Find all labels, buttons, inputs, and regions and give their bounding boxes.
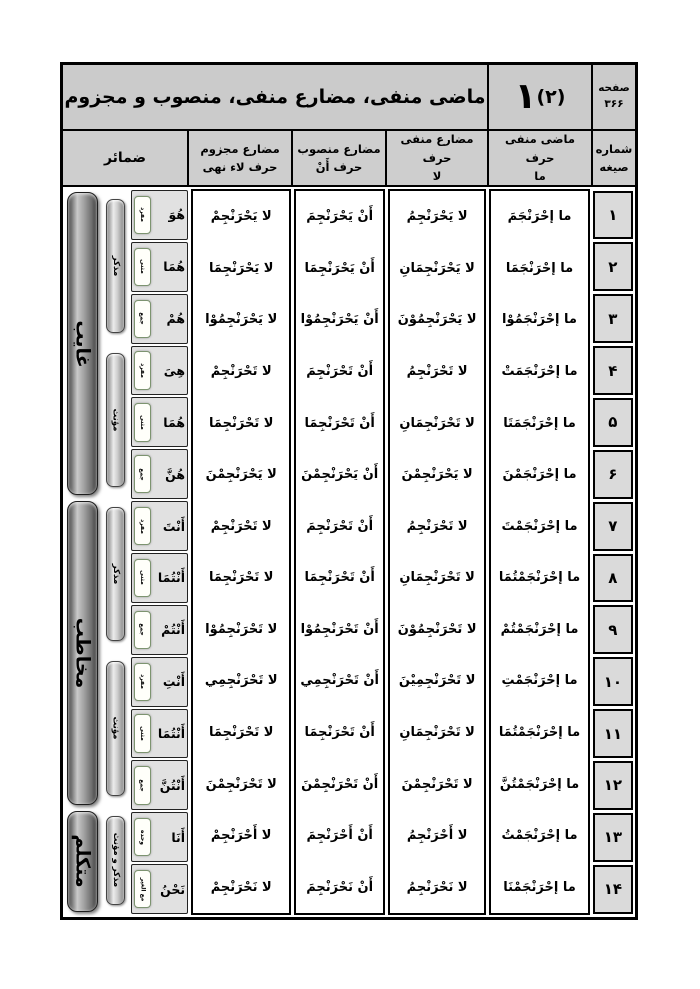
muzari-majzum-cell: لا تَحْرَنْجِمِي [204, 673, 278, 689]
page-label: صفحه [598, 82, 630, 95]
pronoun-cell [131, 294, 188, 344]
muzari-majzum-cell: لا تَحْرَنْجِمْ [210, 518, 272, 534]
mazi-manfi-cell: ما إحْرَنْجَمْتُ [501, 828, 578, 844]
conjugation-table [60, 62, 638, 920]
muzari-mansub-cell: أَنْ تَحْرَنْجِمْنَ [301, 776, 379, 792]
muzari-majzum-cell: لا تَحْرَنْجِمُوْا [205, 621, 278, 637]
mazi-manfi-cell: ما إحْرَنْجَمْتُمَا [498, 570, 581, 586]
muzari-majzum-cell: لا يَحْرَنْجِمْ [210, 209, 272, 225]
sigheh-number-cell: ۱۲ [593, 761, 633, 810]
number-chip-label: مثنی [139, 415, 146, 430]
number-chip [134, 663, 151, 701]
number-chip-label: مثنی [139, 570, 146, 586]
person-bar-mokhatab: مخاطب [67, 501, 98, 804]
muzari-majzum-cell: لا تَحْرَنْجِمْ [210, 364, 272, 380]
muzari-manfi-cell: لا نَحْرَنْجِمُ [406, 879, 468, 895]
muzari-majzum-cell: لا تَحْرَنْجِمْنَ [205, 776, 277, 792]
gender-bars-strip [103, 189, 128, 915]
muzari-majzum-cell: لا أَحْرَنْجِمْ [210, 828, 272, 844]
mazi-manfi-cell: ما إحْرَنْجَمْتَ [501, 518, 578, 534]
muzari-mansub-cell: أَنْ تَحْرَنْجِمَا [304, 415, 375, 431]
muzari-manfi-cell: لا تَحْرَنْجِمُ [406, 518, 468, 534]
pronoun-text: هِیَ [163, 363, 186, 378]
pronoun-text: أَنْتِ [162, 674, 186, 690]
title-band [63, 65, 635, 131]
muzari-mansub-cell: أَنْ يَحْرَنْجِمَا [304, 260, 375, 276]
number-chip-label: جمع [139, 467, 147, 481]
muzari-manfi-cell: لا يَحْرَنْجِمَانِ [399, 260, 475, 276]
muzari-mansub-cell: أَنْ يَحْرَنْجِمَ [306, 209, 374, 225]
gender-bar-mozakkar-mokhatab: مذکر [106, 507, 125, 641]
header-sigheh-number: شماره صیغه [591, 131, 635, 185]
muzari-manfi-cell: لا تَحْرَنْجِمُوْنَ [397, 621, 477, 637]
number-chip [134, 403, 151, 441]
muzari-majzum-column [191, 189, 291, 915]
table-title: ماضی منفی، مضارع منفی، منصوب و مجزوم [64, 86, 486, 108]
muzari-mansub-cell: أَنْ تَحْرَنْجِمُوْا [300, 621, 379, 637]
sigheh-number-cell: ۷ [593, 502, 633, 551]
muzari-mansub-cell: أَنْ تَحْرَنْجِمِي [300, 673, 379, 689]
header-zamair: ضمائر [103, 149, 147, 166]
pronoun-text: هُمْ [166, 311, 186, 327]
sigheh-number-cell: ۸ [593, 554, 633, 603]
page-number: ۳۶۶ [604, 98, 624, 110]
number-chip-label: جمع [139, 312, 147, 325]
pronoun-cell [131, 553, 188, 603]
muzari-manfi-column [388, 189, 486, 915]
muzari-mansub-cell: أَنْ تَحْرَنْجِمَ [306, 364, 374, 380]
pronoun-cell [131, 760, 188, 810]
muzari-majzum-cell: لا يَحْرَنْجِمَا [209, 260, 274, 276]
muzari-manfi-cell: لا أَحْرَنْجِمُ [406, 828, 468, 844]
number-chip-label: مثنی [139, 726, 146, 741]
pronoun-column [131, 189, 188, 915]
muzari-mansub-cell: أَنْ تَحْرَنْجِمَا [304, 725, 375, 741]
table-body [63, 187, 635, 917]
muzari-mansub-cell: أَنْ نَحْرَنْجِمَ [306, 879, 374, 895]
muzari-majzum-cell: لا تَحْرَنْجِمَا [209, 570, 274, 586]
pronoun-cell [131, 864, 188, 914]
pronoun-cell [131, 397, 188, 447]
lesson-number-small: (۲) [536, 85, 566, 108]
pronoun-text: أَنْتُمْ [161, 622, 186, 638]
pronoun-text: أَنْتُمَا [157, 726, 186, 742]
muzari-manfi-cell: لا يَحْرَنْجِمْنَ [401, 467, 473, 483]
header-muzari-manfi: مضارع منفی حرف لا [385, 131, 487, 185]
sigheh-number-cell: ۳ [593, 294, 633, 343]
sigheh-number-cell: ۱ [593, 191, 633, 240]
number-chip [134, 818, 151, 856]
pronoun-cell [131, 346, 188, 396]
muzari-majzum-cell: لا تَحْرَنْجِمَا [209, 725, 274, 741]
pronoun-cell [131, 812, 188, 862]
muzari-manfi-cell: لا يَحْرَنْجِمُ [406, 209, 468, 225]
mazi-manfi-cell: ما إحْرَنْجَمْتُمْ [500, 621, 579, 637]
number-chip-label: مفرد [139, 207, 147, 223]
number-chip [134, 714, 151, 752]
number-chip [134, 455, 151, 493]
number-chip-label: وحده [139, 829, 146, 845]
number-chip [134, 300, 151, 338]
muzari-mansub-cell: أَنْ تَحْرَنْجِمَ [306, 518, 374, 534]
gender-bar-mozakkar-ghaib: مذکر [106, 199, 125, 333]
pronoun-cell [131, 449, 188, 499]
number-chip-label: جمع [139, 623, 147, 637]
muzari-manfi-cell: لا تَحْرَنْجِمَانِ [399, 415, 475, 431]
muzari-mansub-column [294, 189, 385, 915]
muzari-mansub-cell: أَنْ أَحْرَنْجِمَ [306, 828, 373, 844]
gender-bar-motakallem: مذکر و مؤنث [106, 816, 125, 905]
muzari-manfi-cell: لا تَحْرَنْجِمَانِ [399, 570, 475, 586]
pronoun-cell [131, 501, 188, 551]
gender-bar-moannas-ghaib: مؤنث [106, 353, 125, 487]
muzari-manfi-cell: لا تَحْرَنْجِمَانِ [399, 725, 475, 741]
muzari-manfi-cell: لا تَحْرَنْجِمْنَ [401, 776, 473, 792]
muzari-majzum-cell: لا نَحْرَنْجِمْ [210, 879, 272, 895]
mazi-manfi-cell: ما إحْرَنْجَمَتْ [501, 364, 578, 380]
sigheh-number-cell: ۱۰ [593, 657, 633, 706]
number-chip [134, 766, 151, 804]
pronoun-text: هُوَ [168, 207, 186, 223]
page-number-cell [591, 65, 635, 129]
pronoun-text: هُمَا [163, 414, 186, 430]
muzari-manfi-cell: لا يَحْرَنْجِمُوْنَ [397, 312, 477, 328]
number-chip-label: جمع [139, 779, 147, 792]
person-bar-ghaib: غایب [67, 192, 98, 495]
person-bars-strip [65, 189, 100, 915]
person-bar-motakallem: متکلم [67, 811, 98, 912]
number-chip-label: مع الغیر [139, 877, 146, 901]
muzari-majzum-cell: لا يَحْرَنْجِمْنَ [205, 467, 277, 483]
number-chip [134, 196, 151, 234]
header-muzari-majzum: مضارع مجزوم حرف لاء نهی [187, 131, 291, 185]
pronoun-text: أَنَا [171, 829, 186, 845]
sigheh-number-cell: ۱۴ [593, 865, 633, 914]
header-muzari-mansub: مضارع منصوب حرف أَنْ [291, 131, 385, 185]
mazi-manfi-cell: ما إحْرَنْجَمَ [507, 209, 572, 225]
number-chip [134, 248, 151, 286]
sigheh-number-cell: ۵ [593, 398, 633, 447]
muzari-mansub-cell: أَنْ يَحْرَنْجِمْنَ [301, 467, 379, 483]
pronoun-cell [131, 605, 188, 655]
lesson-number-big: ۱ [514, 76, 537, 117]
sigheh-number-column [593, 189, 633, 915]
sigheh-number-cell: ۱۱ [593, 709, 633, 758]
pronoun-cell [131, 190, 188, 240]
number-chip [134, 611, 151, 649]
number-chip-label: مفرد [139, 363, 147, 378]
mazi-manfi-cell: ما إحْرَنْجَمْنَ [502, 467, 577, 483]
mazi-manfi-cell: ما إحْرَنْجَمْنَا [503, 879, 576, 895]
pronoun-text: أَنْتُنَّ [159, 777, 186, 793]
mazi-manfi-cell: ما إحْرَنْجَمَا [505, 260, 574, 276]
pronoun-text: أَنْتُمَا [157, 570, 186, 586]
mazi-manfi-cell: ما إحْرَنْجَمْتُنَّ [499, 776, 580, 792]
muzari-mansub-cell: أَنْ تَحْرَنْجِمَا [304, 570, 375, 586]
number-chip [134, 351, 151, 389]
mazi-manfi-column [489, 189, 589, 915]
number-chip [134, 507, 151, 545]
muzari-mansub-cell: أَنْ يَحْرَنْجِمُوْا [300, 312, 379, 328]
pronoun-cell [131, 709, 188, 759]
pronoun-cell [131, 657, 188, 707]
number-chip-label: مفرد [139, 674, 147, 690]
muzari-manfi-cell: لا تَحْرَنْجِمِيْنَ [398, 673, 476, 689]
mazi-manfi-cell: ما إحْرَنْجَمْتِ [501, 673, 578, 689]
number-chip-label: مفرد [139, 518, 147, 534]
muzari-manfi-cell: لا تَحْرَنْجِمُ [406, 364, 468, 380]
header-mazi-manfi: ماضی منفی حرف ما [487, 131, 591, 185]
number-chip [134, 870, 151, 908]
muzari-majzum-cell: لا تَحْرَنْجِمَا [209, 415, 274, 431]
pronoun-text: هُمَا [163, 259, 186, 275]
sigheh-number-cell: ۶ [593, 450, 633, 499]
pronoun-text: نَحْنُ [160, 881, 186, 897]
pronoun-text: أَنْتَ [162, 518, 186, 534]
pronoun-text: هُنَّ [165, 466, 186, 482]
sigheh-number-cell: ۴ [593, 346, 633, 395]
muzari-majzum-cell: لا يَحْرَنْجِمُوْا [205, 312, 278, 328]
number-chip [134, 559, 151, 597]
sigheh-number-cell: ۱۳ [593, 813, 633, 862]
column-header-band [63, 131, 635, 187]
mazi-manfi-cell: ما إحْرَنْجَمَتَا [503, 415, 576, 431]
number-chip-label: مثنی [139, 259, 146, 275]
gender-bar-moannas-mokhatab: مؤنث [106, 661, 125, 795]
mazi-manfi-cell: ما إحْرَنْجَمُوْا [502, 312, 577, 328]
lesson-number-cell [487, 65, 591, 129]
sigheh-number-cell: ۲ [593, 242, 633, 291]
mazi-manfi-cell: ما إحْرَنْجَمْتُمَا [498, 725, 581, 741]
pronoun-cell [131, 242, 188, 292]
sigheh-number-cell: ۹ [593, 605, 633, 654]
